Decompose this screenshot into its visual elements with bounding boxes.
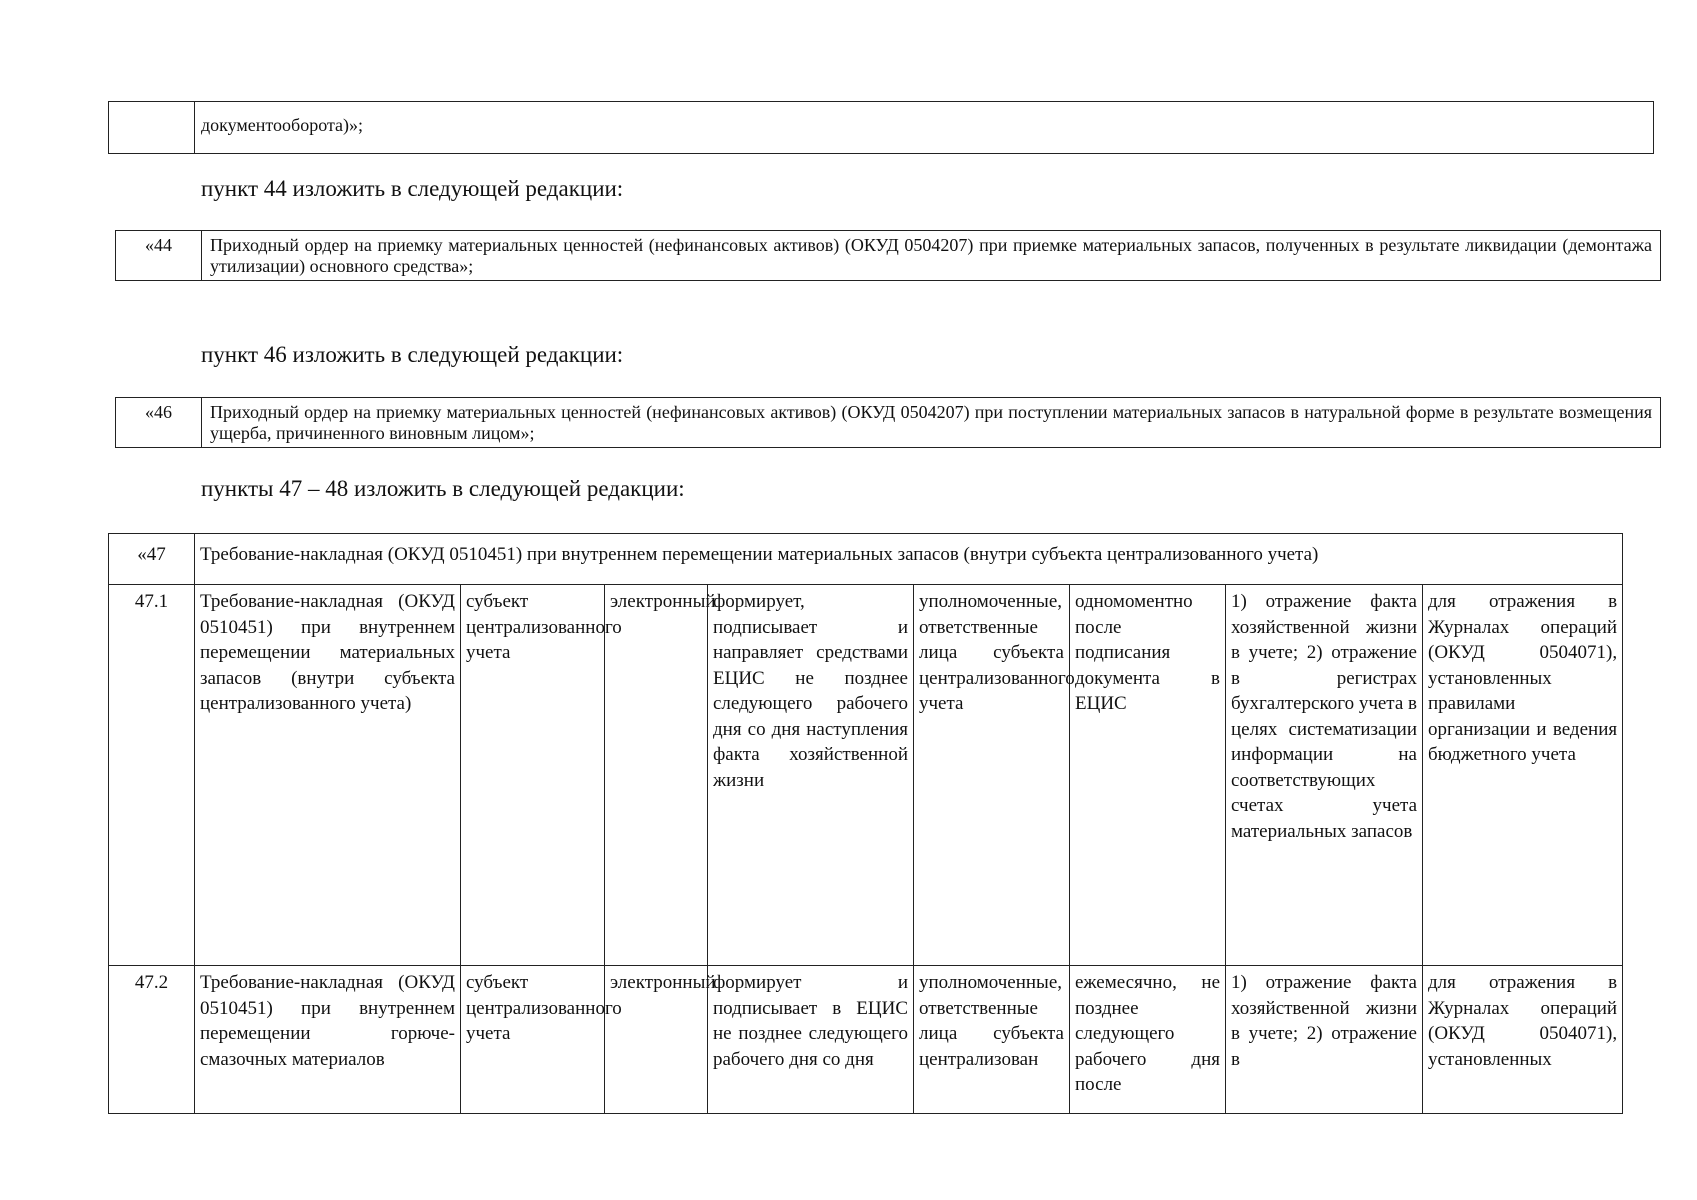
table-row — [109, 585, 1623, 966]
cell-originator: субъект централизованного учета — [461, 585, 605, 966]
row-text: документооборота)»; — [195, 102, 1654, 154]
cell-action: формирует, подписывает и направляет средствами ЕЦИС не позднее следующего рабочего дня со дня наступления факта хозяйственной жизни — [708, 585, 914, 966]
heading-item-46: пункт 46 изложить в следующей редакции: — [201, 342, 624, 367]
table-header-row — [109, 534, 1623, 585]
table-item-46 — [115, 397, 1661, 448]
row-text: Приходный ордер на приемку материальных ценностей (нефинансовых активов) (ОКУД 0504207) при поступлении материальных запасов в натуральной форме в результате возмещения ущерба, причиненного виновным лицом»; — [202, 398, 1661, 448]
cell-form: электронный — [610, 972, 716, 993]
row-number: «46 — [116, 398, 202, 448]
cell-purpose: 1) отражение факта хозяйственной жизни в учете; 2) отражение в — [1231, 972, 1417, 1070]
table-continuation — [108, 101, 1654, 154]
row-number: 47.1 — [109, 585, 195, 966]
cell-document: Требование-накладная (ОКУД 0510451) при внутреннем перемещении горюче-смазочных материалов — [200, 972, 455, 1070]
heading-items-47-48: пункты 47 – 48 изложить в следующей редакции: — [201, 476, 685, 501]
row-text: Приходный ордер на приемку материальных ценностей (нефинансовых активов) (ОКУД 0504207) при приемке материальных запасов, полученных в результате ликвидации (демонтажа утилизации) основного средства»; — [202, 231, 1661, 281]
cell-timing: ежемесячно, не позднее следующего рабочего дня после — [1075, 972, 1220, 1095]
table-row — [116, 398, 1661, 448]
row-number — [109, 102, 195, 154]
cell-form: электронный — [605, 585, 708, 966]
cell-responsible: уполномоченные, ответственные лица субъекта централизованного учета — [914, 585, 1070, 966]
cell-registers: для отражения в Журналах операций (ОКУД 0504071), установленных правилами организации и ведения бюджетного учета — [1423, 585, 1623, 966]
table-item-44 — [115, 230, 1661, 281]
cell-registers: для отражения в Журналах операций (ОКУД 0504071), установленных — [1428, 972, 1618, 1070]
row-number: «44 — [116, 231, 202, 281]
cell-originator: субъект централизованного учета — [466, 972, 622, 1044]
cell-action: формирует и подписывает в ЕЦИС не позднее следующего рабочего дня со дня — [713, 972, 908, 1070]
cell-timing: одномоментно после подписания документа в ЕЦИС — [1070, 585, 1226, 966]
table-item-47 — [108, 533, 1623, 1114]
row-text: Требование-накладная (ОКУД 0510451) при внутреннем перемещении материальных запасов (внутри субъекта централизованного учета) — [195, 534, 1623, 585]
table-row — [109, 966, 1623, 1114]
cell-responsible: уполномоченные, ответственные лица субъекта централизован — [919, 972, 1064, 1070]
cell-document: Требование-накладная (ОКУД 0510451) при внутреннем перемещении материальных запасов (внутри субъекта централизованного учета) — [195, 585, 461, 966]
table-row — [116, 231, 1661, 281]
row-number: 47.2 — [109, 966, 195, 1114]
row-number: «47 — [109, 534, 195, 585]
heading-item-44: пункт 44 изложить в следующей редакции: — [201, 176, 624, 201]
cell-purpose: 1) отражение факта хозяйственной жизни в учете; 2) отражение в регистрах бухгалтерского учета в целях систематизации информации на соответствующих счетах учета материальных запасов — [1226, 585, 1423, 966]
table-row — [109, 102, 1654, 154]
